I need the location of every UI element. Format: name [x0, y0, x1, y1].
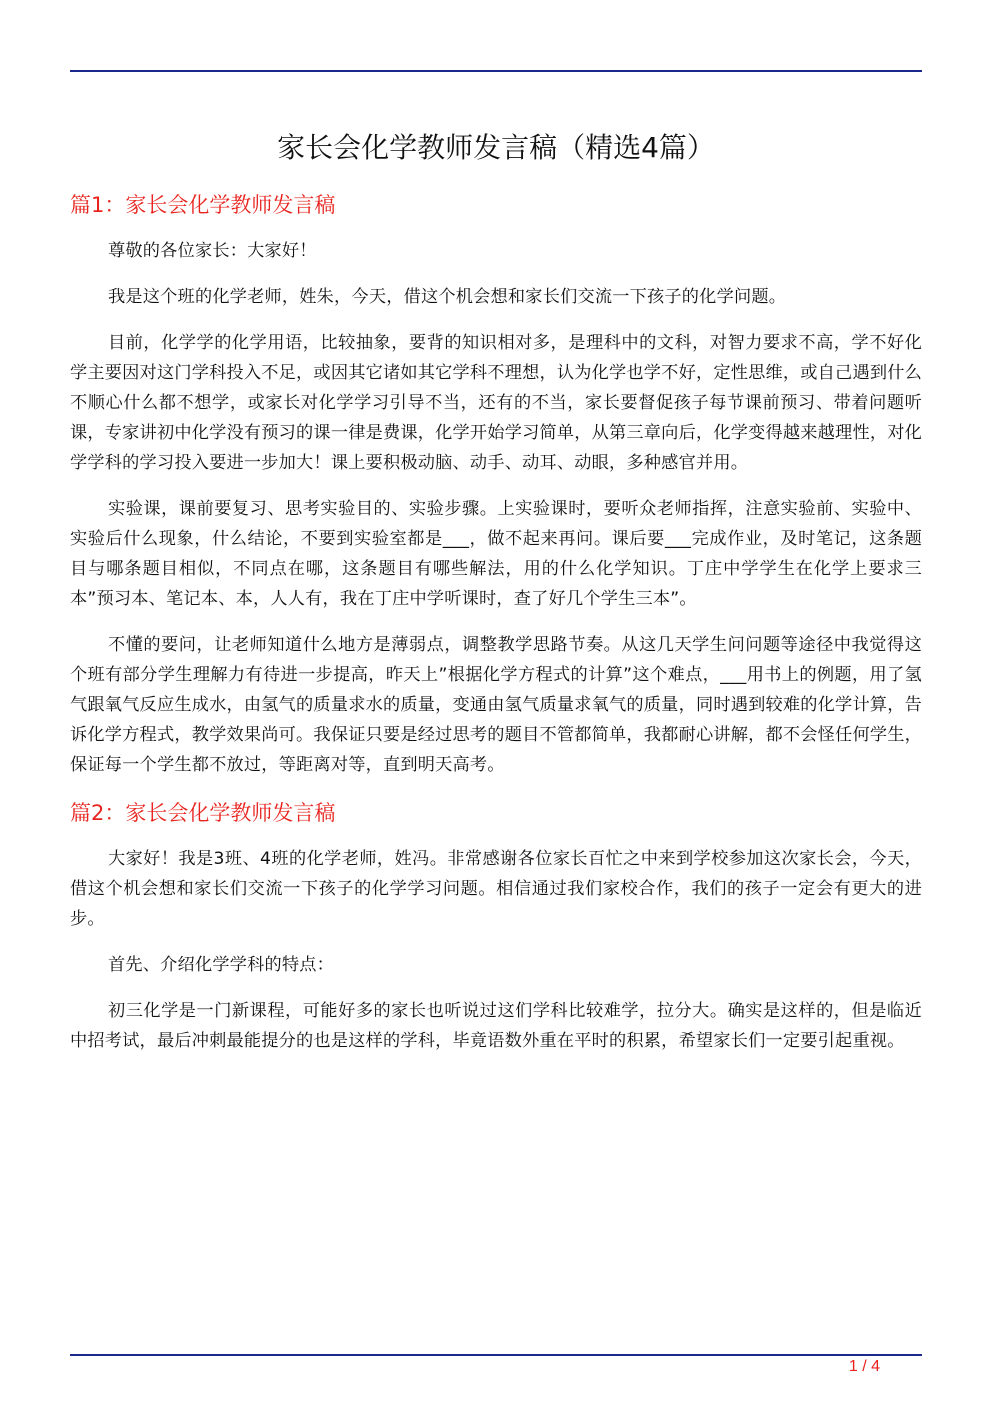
section-1-paragraph: 尊敬的各位家长：大家好！ [108, 241, 317, 261]
section-2-paragraph: 大家好！我是3班、4班的化学老师，姓冯。非常感谢各位家长百忙之中来到学校参加这次家长会，今天，借这个机会想和家长们交流一下孩子的化学学习问题。相信通过我们家校合作，我们的孩子一定会有更大的进步。 [70, 849, 922, 929]
section-2-paragraph: 首先、介绍化学学科的特点： [108, 955, 335, 975]
footer-rule [70, 1354, 922, 1356]
section-1-paragraph: 实验课，课前要复习、思考实验目的、实验步骤。上实验课时，要听众老师指挥，注意实验前、实验中、实验后什么现象，什么结论，不要到实验室都是___，做不起来再问。课后要___完成作业，及时笔记，这条题目与哪条题目相似，不同点在哪，这条题目有哪些解法，用的什么化学知识。丁庄中学学生在化学上要求三本”预习本、笔记本、本，人人有，我在丁庄中学听课时，查了好几个学生三本”。 [70, 499, 922, 609]
section-1-paragraph: 我是这个班的化学老师，姓朱，今天，借这个机会想和家长们交流一下孩子的化学问题。 [108, 287, 787, 307]
document-title: 家长会化学教师发言稿（精选4篇） [277, 131, 715, 164]
section-2-paragraph: 初三化学是一门新课程，可能好多的家长也听说过这们学科比较难学，拉分大。确实是这样的，但是临近中招考试，最后冲刺最能提分的也是这样的学科，毕竟语数外重在平时的积累，希望家长们一定要引起重视。 [70, 1001, 922, 1051]
section-1-paragraph: 目前，化学学的化学用语，比较抽象，要背的知识相对多，是理科中的文科，对智力要求不高，学不好化学主要因对这门学科投入不足，或因其它诸如其它学科不理想，认为化学也学不好，定性思维，或自己遇到什么不顺心什么都不想学，或家长对化学学习引导不当，还有的不当，家长要督促孩子每节课前预习、带着问题听课，专家讲初中化学没有预习的课一律是费课，化学开始学习简单，从第三章向后，化学变得越来越理性，对化学学科的学习投入要进一步加大！课上要积极动脑、动手、动耳、动眼，多种感官并用。 [70, 333, 922, 473]
document-body [70, 122, 922, 1072]
section-2-heading: 篇2：家长会化学教师发言稿 [70, 801, 336, 825]
header-rule [70, 70, 922, 72]
section-1-heading: 篇1：家长会化学教师发言稿 [70, 193, 336, 217]
page-number: 1 / 4 [848, 1358, 880, 1375]
section-1-paragraph: 不懂的要问，让老师知道什么地方是薄弱点，调整教学思路节奏。从这几天学生问问题等途径中我觉得这个班有部分学生理解力有待进一步提高，昨天上”根据化学方程式的计算”这个难点，___用书上的例题，用了氢气跟氧气反应生成水，由氢气的质量求水的质量，变通由氢气质量求氧气的质量，同时遇到较难的化学计算，告诉化学方程式，教学效果尚可。我保证只要是经过思考的题目不管都简单，我都耐心讲解，都不会怪任何学生，保证每一个学生都不放过，等距离对等，直到明天高考。 [70, 635, 922, 775]
